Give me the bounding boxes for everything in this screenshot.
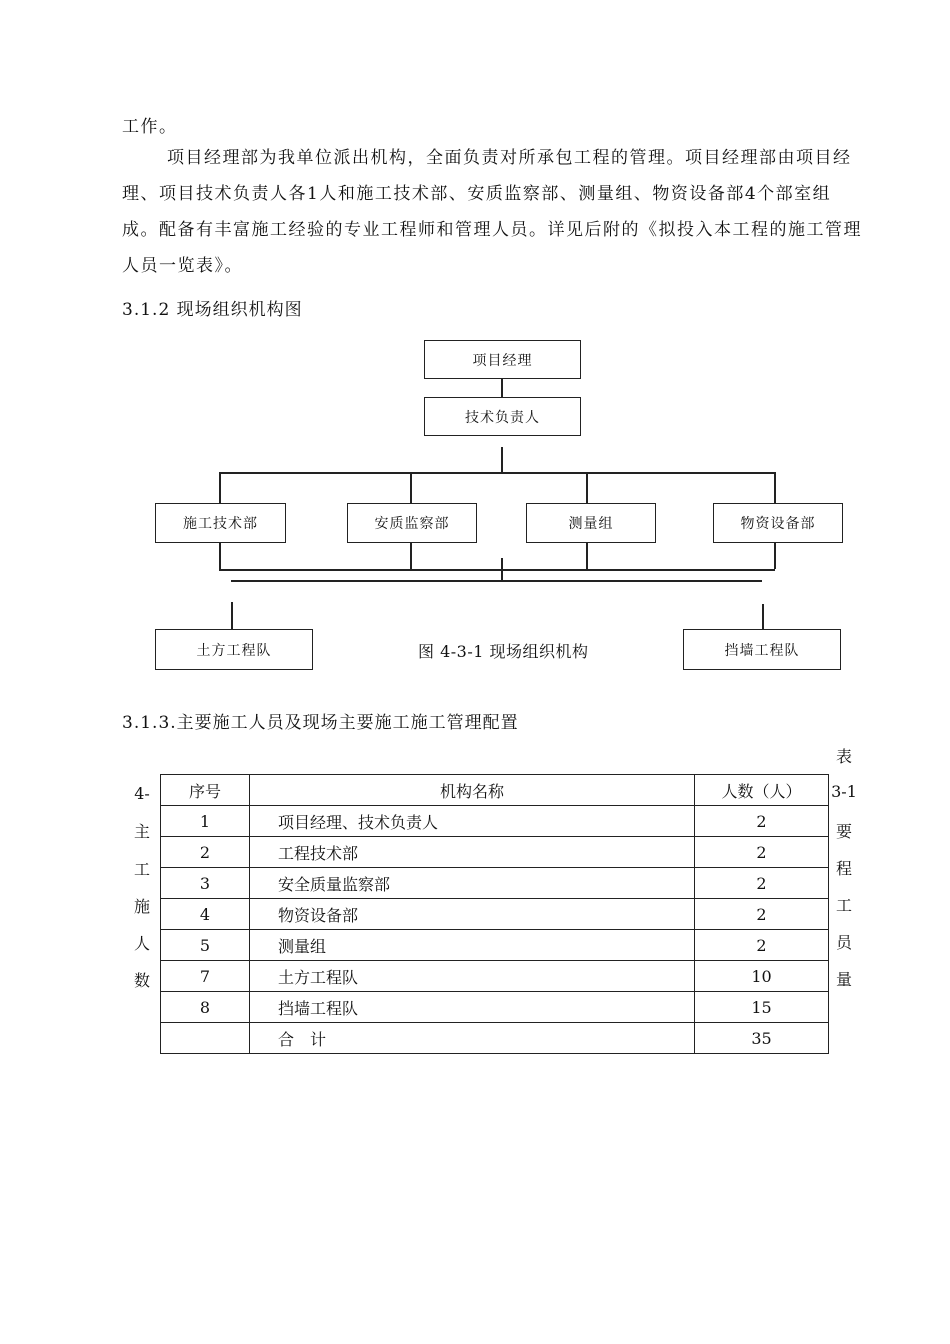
- staff-table: [160, 774, 829, 1054]
- table-row-total: [161, 1023, 829, 1054]
- table-row: [161, 868, 829, 899]
- org-box-dept: 测量组: [526, 503, 656, 543]
- table-label-right: 表: [835, 747, 852, 766]
- org-box-manager: 项目经理: [424, 340, 581, 379]
- org-connector: [501, 379, 503, 397]
- table-header: 机构名称: [250, 775, 695, 806]
- org-box-dept: 物资设备部: [713, 503, 843, 543]
- table-cell: 7: [161, 961, 250, 992]
- table-label-right: 要: [835, 822, 852, 841]
- org-box-dept: 施工技术部: [155, 503, 286, 543]
- table-label-right: 员: [835, 933, 852, 952]
- section-312-title: 3.1.2 现场组织机构图: [122, 300, 303, 320]
- table-label-left: 4-: [134, 784, 150, 803]
- table-row: [161, 930, 829, 961]
- table-cell: 测量组: [250, 930, 695, 961]
- table-cell: 2: [695, 930, 829, 961]
- table-cell: 2: [695, 899, 829, 930]
- table-row: [161, 806, 829, 837]
- org-connector: [762, 604, 764, 629]
- org-box-dept: 安质监察部: [347, 503, 477, 543]
- intro-paragraph: 项目经理部为我单位派出机构，全面负责对所承包工程的管理。项目经理部由项目经理、项目技术负责人各1人和施工技术部、安质监察部、测量组、物资设备部4个部室组成。配备有丰富施工经验的专业工程师和管理人员。详见后附的《拟投入本工程的施工管理人员一览表》。: [122, 148, 862, 276]
- table-cell: 安全质量监察部: [250, 868, 695, 899]
- table-row: [161, 899, 829, 930]
- table-cell: [161, 1023, 250, 1054]
- intro-line-end: 工作。: [122, 117, 178, 137]
- section-313-title: 3.1.3.主要施工人员及现场主要施工施工管理配置: [122, 713, 519, 733]
- org-connector: [219, 543, 221, 569]
- table-cell: 4: [161, 899, 250, 930]
- org-connector: [219, 569, 775, 571]
- org-connector: [231, 580, 762, 582]
- table-label-right: 工: [835, 896, 852, 915]
- org-connector: [219, 472, 221, 503]
- table-cell: 8: [161, 992, 250, 1023]
- org-connector: [586, 472, 588, 503]
- table-cell: 2: [695, 837, 829, 868]
- table-row: [161, 992, 829, 1023]
- table-cell: 2: [695, 806, 829, 837]
- table-cell: 土方工程队: [250, 961, 695, 992]
- table-header: 序号: [161, 775, 250, 806]
- table-row: [161, 837, 829, 868]
- org-connector: [231, 602, 233, 629]
- table-label-right: 程: [835, 859, 852, 878]
- org-connector: [501, 447, 503, 472]
- table-cell: 15: [695, 992, 829, 1023]
- table-row: [161, 961, 829, 992]
- table-cell: 10: [695, 961, 829, 992]
- table-cell: 挡墙工程队: [250, 992, 695, 1023]
- org-box-team: 挡墙工程队: [683, 629, 841, 670]
- org-box-tech-lead: 技术负责人: [424, 397, 581, 436]
- org-connector: [410, 472, 412, 503]
- org-connector: [501, 558, 503, 580]
- org-box-team: 土方工程队: [155, 629, 313, 670]
- table-label-left: 数: [133, 971, 150, 990]
- table-cell: 3: [161, 868, 250, 899]
- org-chart-caption: 图 4-3-1 现场组织机构: [418, 642, 589, 661]
- table-label-left: 施: [133, 897, 150, 916]
- org-connector: [586, 543, 588, 569]
- table-label-left: 人: [133, 934, 150, 953]
- table-cell: 5: [161, 930, 250, 961]
- table-label-left: 工: [133, 860, 150, 879]
- table-cell: 合 计: [250, 1023, 695, 1054]
- table-cell: 35: [695, 1023, 829, 1054]
- org-connector: [774, 472, 776, 503]
- org-connector: [410, 543, 412, 569]
- table-cell: 项目经理、技术负责人: [250, 806, 695, 837]
- table-header: 人数（人）: [695, 775, 829, 806]
- table-header-row: [161, 775, 829, 806]
- org-connector: [774, 543, 776, 569]
- table-cell: 物资设备部: [250, 899, 695, 930]
- table-cell: 1: [161, 806, 250, 837]
- table-label-right: 3-1: [831, 782, 857, 801]
- table-cell: 2: [695, 868, 829, 899]
- table-cell: 工程技术部: [250, 837, 695, 868]
- table-cell: 2: [161, 837, 250, 868]
- table-label-left: 主: [133, 822, 150, 841]
- org-connector: [219, 472, 775, 474]
- table-label-right: 量: [835, 970, 852, 989]
